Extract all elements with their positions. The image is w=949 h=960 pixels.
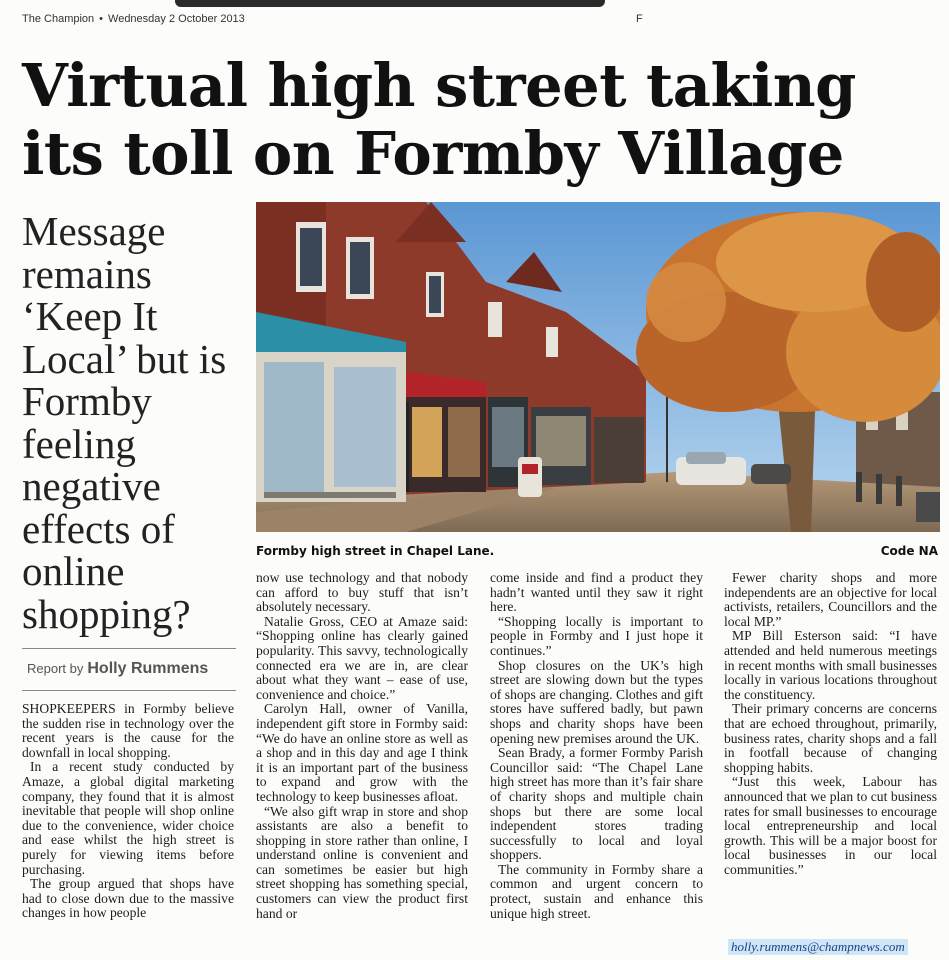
photo-credit: Code NA	[880, 544, 938, 558]
paragraph: Natalie Gross, CEO at Amaze said: “Shopping online has clearly gained popularity. This savvy, technologically connected era we are in, are clear about what they want – ease of use, convenience and choice.”	[256, 613, 468, 702]
headline	[22, 52, 942, 188]
paragraph: come inside and find a product they hadn’t wanted until they saw it right here.	[490, 570, 703, 615]
folio-bullet: •	[99, 13, 104, 25]
high-street-photo	[256, 202, 940, 532]
paragraph: Shop closures on the UK’s high street are slowing down but the types of shops are changing. Clothes and gift stores have suffered badly, but pawn shops and charity shops have been opening new premises around the UK.	[490, 657, 703, 746]
paragraph: “We also gift wrap in store and shop assistants are also a benefit to shopping in store rather than online, I understand online is convenient and can sometimes be easier but high street shopping has something special, customers can view the product first hand or	[256, 803, 468, 921]
body-column-4	[724, 571, 937, 877]
paragraph: SHOPKEEPERS in Formby believe the sudden rise in technology over the recent years is the cause for the downfall in local shopping.	[22, 701, 234, 760]
paragraph: “Shopping locally is important to people in Formby and I just hope it continues.”	[490, 613, 703, 658]
body-column-2	[256, 571, 468, 921]
byline-author: Holly Rummens	[87, 660, 209, 677]
byline-top-rule	[22, 648, 236, 649]
section-letter: F	[636, 13, 643, 25]
paragraph: Fewer charity shops and more independents are an objective for local activists, retailers, Councillors and the local MP.”	[724, 570, 937, 629]
paragraph: In a recent study conducted by Amaze, a global digital marketing company, they found that it is almost inevitable that people will shop online due to the convenience, wider choice and ease whilst the high street is purely for viewing items before purchasing.	[22, 759, 234, 877]
top-dark-bar	[175, 0, 605, 7]
headline-line-2: its toll on Formby Village	[22, 119, 844, 188]
paragraph: “Just this week, Labour has announced that we plan to cut business rates for small businesses to encourage local entrepreneurship and local growth. This will be a major boost for local businesses in our local communities.”	[724, 774, 937, 877]
paragraph: The group argued that shops have had to close down due to the massive changes in how people	[22, 876, 234, 921]
issue-date: Wednesday 2 October 2013	[108, 13, 245, 25]
byline-bottom-rule	[22, 690, 236, 691]
standfirst: Message remains ‘Keep It Local’ but is Formby feeling negative effects of online shopping?	[22, 208, 227, 637]
author-email-link[interactable]: holly.rummens@champnews.com	[728, 939, 908, 955]
paragraph: now use technology and that nobody can afford to buy stuff that isn’t absolutely necessary.	[256, 570, 468, 615]
paper-name: The Champion	[22, 13, 95, 25]
headline-line-1: Virtual high street taking	[22, 51, 856, 120]
paragraph: Their primary concerns are concerns that are echoed throughout, primarily, business rates, charity shops and a fall in footfall because of changing shopping habits.	[724, 701, 937, 775]
photo-caption: Formby high street in Chapel Lane.	[256, 544, 495, 558]
paragraph: Carolyn Hall, owner of Vanilla, independent gift store in Formby said: “We do have an online store as well as a shop and in this day and age I think it is an important part of the business to expand and grow with the technology to keep businesses afloat.	[256, 701, 468, 804]
high-street-photo-illustration	[256, 202, 940, 532]
page-folio	[22, 13, 245, 25]
body-column-1	[22, 702, 234, 921]
paragraph: The community in Formby share a common and urgent concern to protect, sustain and enhance this unique high street.	[490, 861, 703, 921]
body-column-3	[490, 571, 703, 921]
paragraph: Sean Brady, a former Formby Parish Councillor said: “The Chapel Lane high street has more than it’s fair share of charity shops and multiple chain shops but there are some local independent stores trading successfully to local and loyal shoppers.	[490, 745, 703, 863]
byline-prefix: Report by	[27, 661, 84, 676]
byline	[27, 660, 208, 678]
paragraph: MP Bill Esterson said: “I have attended and held numerous meetings in recent months with small businesses locally in various locations throughout the constituency.	[724, 628, 937, 702]
